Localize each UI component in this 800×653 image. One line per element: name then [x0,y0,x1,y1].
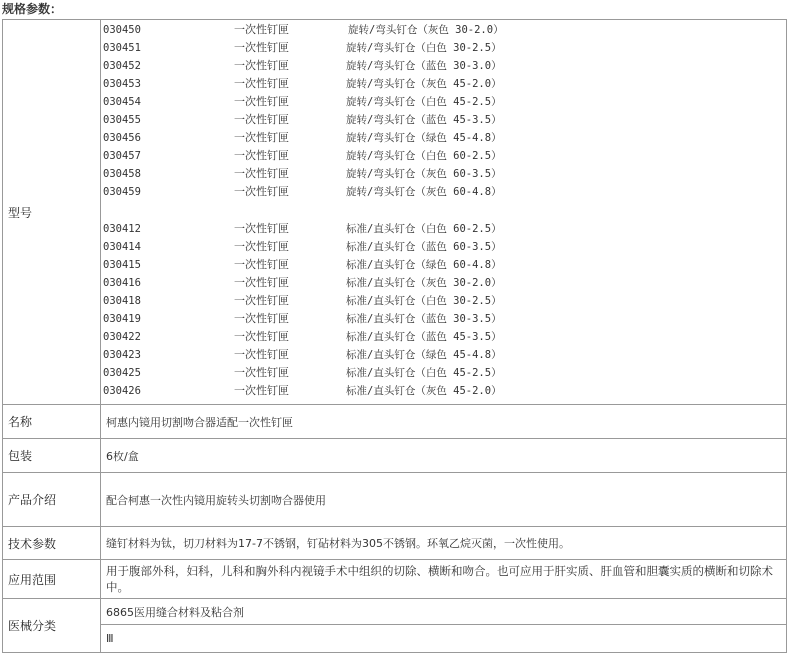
model-code: 030422 [103,331,141,343]
model-code: 030451 [103,42,141,54]
model-code: 030419 [103,313,141,325]
model-type: 一次性钉匣 [234,348,289,361]
model-spec: 标准/直头钉仓（绿色 60-4.8） [346,259,502,271]
group-gap [101,201,786,220]
model-type: 一次性钉匣 [234,95,289,108]
model-type: 一次性钉匣 [234,185,289,198]
model-type: 一次性钉匣 [234,258,289,271]
model-type: 一次性钉匣 [234,23,289,36]
model-spec: 标准/直头钉仓（白色 45-2.5） [346,367,502,379]
model-code: 030412 [103,223,141,235]
model-spec: 标准/直头钉仓（蓝色 60-3.5） [346,241,502,253]
model-spec: 标准/直头钉仓（灰色 30-2.0） [346,277,502,289]
value-name: 柯惠内镜用切割吻合器适配一次性钉匣 [101,405,787,439]
model-row [101,75,786,93]
model-row [101,292,786,310]
model-row [101,129,786,147]
model-row [101,147,786,165]
model-type: 一次性钉匣 [234,384,289,397]
model-row [101,93,786,111]
model-code: 030415 [103,259,141,271]
model-code: 030458 [103,168,141,180]
model-row [101,328,786,346]
row-intro [3,473,787,527]
model-spec: 旋转/弯头钉仓（灰色 60-4.8） [346,186,502,198]
model-group-standard [101,220,786,400]
value-application: 用于腹部外科，妇科，儿科和胸外科内视镜手术中组织的切除、横断和吻合。也可应用于肝实质、肝血管和胆囊实质的横断和切除术中。 [101,560,787,599]
model-row [101,256,786,274]
model-type: 一次性钉匣 [234,131,289,144]
model-row [101,111,786,129]
model-type: 一次性钉匣 [234,59,289,72]
label-classification: 医械分类 [3,599,101,653]
row-classification-code [3,599,787,625]
model-code: 030452 [103,60,141,72]
model-spec: 旋转/弯头钉仓（白色 60-2.5） [346,150,502,162]
model-code: 030456 [103,132,141,144]
model-type: 一次性钉匣 [234,222,289,235]
row-tech [3,527,787,560]
row-model [3,20,787,405]
row-name [3,405,787,439]
model-spec: 标准/直头钉仓（灰色 45-2.0） [346,385,502,397]
model-row [101,220,786,238]
value-intro: 配合柯惠一次性内镜用旋转头切割吻合器使用 [101,473,787,527]
model-type: 一次性钉匣 [234,113,289,126]
row-application [3,560,787,599]
model-spec: 旋转/弯头钉仓（白色 45-2.5） [346,96,502,108]
model-spec: 标准/直头钉仓（白色 60-2.5） [346,223,502,235]
model-type: 一次性钉匣 [234,41,289,54]
model-spec: 旋转/弯头钉仓（灰色 60-3.5） [346,168,502,180]
model-list [101,20,787,405]
model-spec: 标准/直头钉仓（蓝色 45-3.5） [346,331,502,343]
value-classification-class: Ⅲ [101,625,787,653]
model-type: 一次性钉匣 [234,240,289,253]
page-title: 规格参数： [2,2,63,16]
label-tech: 技术参数 [3,527,101,560]
model-code: 030454 [103,96,141,108]
model-type: 一次性钉匣 [234,294,289,307]
value-tech: 缝钉材料为钛，切刀材料为17-7不锈钢，钉砧材料为305不锈钢。环氧乙烷灭菌，一次性使用。 [101,527,787,560]
model-spec: 旋转/弯头钉仓（蓝色 30-3.0） [346,60,502,72]
model-code: 030455 [103,114,141,126]
model-type: 一次性钉匣 [234,330,289,343]
model-type: 一次性钉匣 [234,366,289,379]
model-code: 030450 [103,24,141,36]
model-code: 030423 [103,349,141,361]
label-intro: 产品介绍 [3,473,101,527]
model-code: 030453 [103,78,141,90]
model-code: 030416 [103,277,141,289]
model-row [101,57,786,75]
model-spec: 旋转/弯头钉仓（蓝色 45-3.5） [346,114,502,126]
model-type: 一次性钉匣 [234,167,289,180]
model-row [101,183,786,201]
model-type: 一次性钉匣 [234,312,289,325]
model-code: 030425 [103,367,141,379]
model-code: 030426 [103,385,141,397]
model-code: 030414 [103,241,141,253]
model-row [101,310,786,328]
value-packing: 6枚/盒 [101,439,787,473]
model-code: 030418 [103,295,141,307]
model-spec: 旋转/弯头钉仓（灰色 30-2.0） [348,24,504,36]
model-spec: 标准/直头钉仓（白色 30-2.5） [346,295,502,307]
model-spec: 旋转/弯头钉仓（白色 30-2.5） [346,42,502,54]
model-group-rotating [101,21,786,201]
label-packing: 包装 [3,439,101,473]
label-model: 型号 [3,20,101,405]
model-row [101,382,786,400]
model-spec: 标准/直头钉仓（绿色 45-4.8） [346,349,502,361]
value-classification-code: 6865医用缝合材料及粘合剂 [101,599,787,625]
model-row [101,238,786,256]
model-spec: 标准/直头钉仓（蓝色 30-3.5） [346,313,502,325]
model-type: 一次性钉匣 [234,149,289,162]
model-row [101,346,786,364]
spec-table [2,19,787,653]
model-row [101,274,786,292]
model-spec: 旋转/弯头钉仓（灰色 45-2.0） [346,78,502,90]
model-row [101,39,786,57]
model-spec: 旋转/弯头钉仓（绿色 45-4.8） [346,132,502,144]
row-classification-class [3,625,787,653]
label-name: 名称 [3,405,101,439]
model-row [101,364,786,382]
model-code: 030459 [103,186,141,198]
model-row [101,21,786,39]
model-type: 一次性钉匣 [234,77,289,90]
model-code: 030457 [103,150,141,162]
model-type: 一次性钉匣 [234,276,289,289]
model-row [101,165,786,183]
label-application: 应用范围 [3,560,101,599]
row-packing [3,439,787,473]
